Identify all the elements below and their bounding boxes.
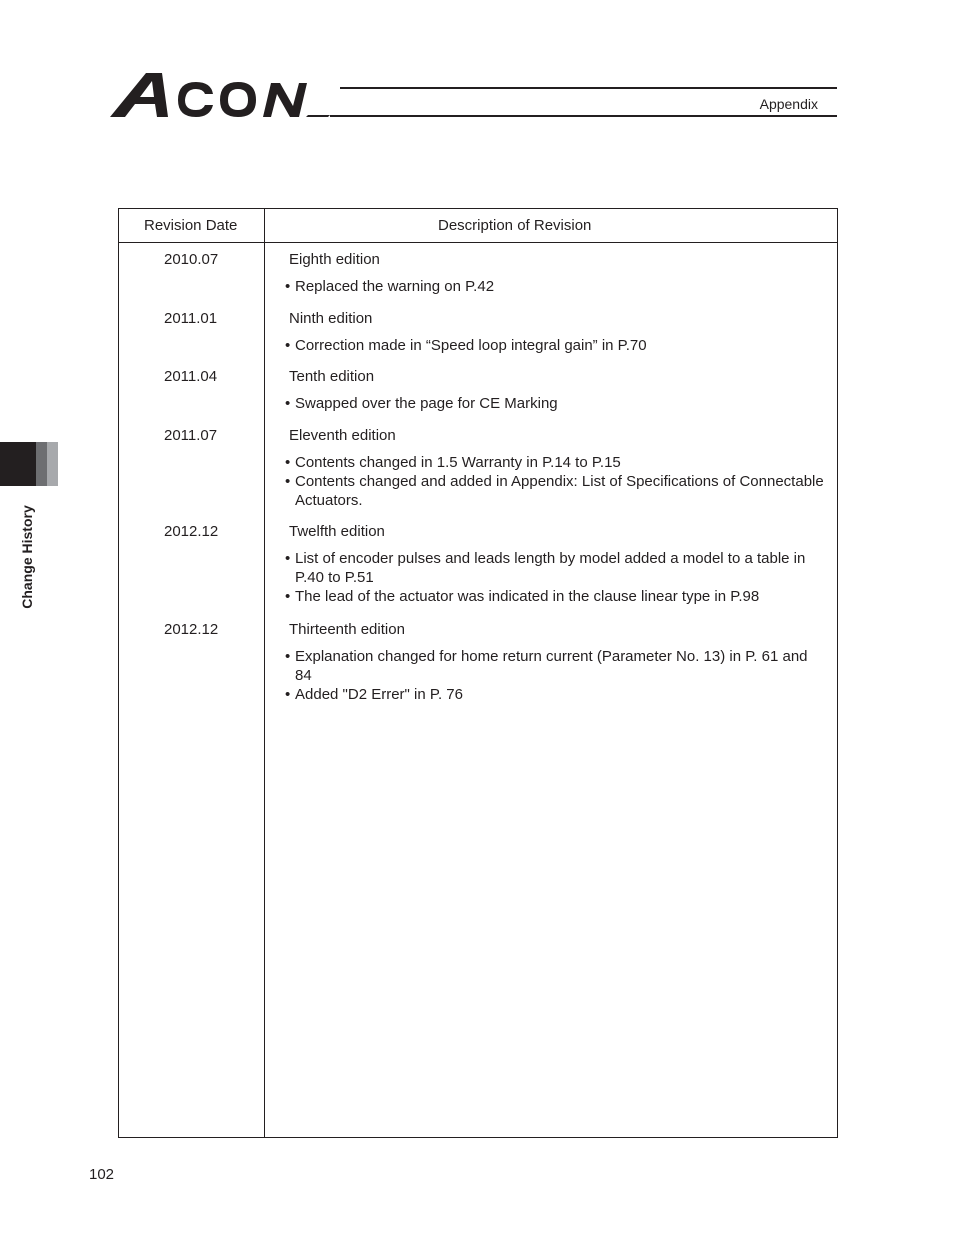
edition-title: Twelfth edition <box>289 523 385 540</box>
edition-title: Eighth edition <box>289 251 380 268</box>
edition-title: Tenth edition <box>289 368 375 385</box>
edition-title: Ninth edition <box>289 310 373 327</box>
revision-date: 2011.04 <box>164 368 218 385</box>
revision-items <box>285 336 825 355</box>
column-header-revision-date: Revision Date <box>144 217 238 234</box>
revision-items <box>285 647 825 704</box>
column-divider <box>264 209 265 1137</box>
revision-date: 2010.07 <box>164 251 219 268</box>
page-number: 102 <box>89 1166 115 1183</box>
revision-item: • Replaced the warning on P.42 <box>285 277 825 296</box>
revision-item: • Added "D2 Errer" in P. 76 <box>285 685 825 704</box>
revision-items <box>285 453 825 510</box>
revision-item: • List of encoder pulses and leads length by model added a model to a table in P.40 to P.51 <box>285 549 825 587</box>
revision-item: • Contents changed in 1.5 Warranty in P.14 to P.15 <box>285 453 825 472</box>
tab-block-mid <box>36 442 47 486</box>
chapter-tab-marker <box>0 442 58 486</box>
tab-block-light <box>47 442 58 486</box>
revision-table <box>118 208 838 1138</box>
header-rule-bottom <box>330 115 837 117</box>
acon-logo <box>108 70 340 120</box>
edition-title: Eleventh edition <box>289 427 396 444</box>
revision-date: 2012.12 <box>164 523 219 540</box>
revision-items <box>285 549 825 606</box>
chapter-label: Change History <box>19 505 35 609</box>
revision-items <box>285 394 825 413</box>
revision-item: • Explanation changed for home return current (Parameter No. 13) in P. 61 and 84 <box>285 647 825 685</box>
revision-item: • The lead of the actuator was indicated in the clause linear type in P.98 <box>285 587 825 606</box>
tab-block-dark <box>0 442 36 486</box>
section-title: Appendix <box>759 96 818 112</box>
revision-item: • Swapped over the page for CE Marking <box>285 394 825 413</box>
header-divider <box>119 242 837 243</box>
column-header-description: Description of Revision <box>438 217 592 234</box>
revision-date: 2011.01 <box>164 310 218 327</box>
header-rule-top <box>340 87 837 89</box>
revision-items <box>285 277 825 296</box>
revision-date: 2011.07 <box>164 427 218 444</box>
edition-title: Thirteenth edition <box>289 621 405 638</box>
revision-item: • Correction made in “Speed loop integral gain” in P.70 <box>285 336 825 355</box>
revision-item: • Contents changed and added in Appendix: List of Specifications of Connectable Actuators. <box>285 472 825 510</box>
revision-date: 2012.12 <box>164 621 219 638</box>
